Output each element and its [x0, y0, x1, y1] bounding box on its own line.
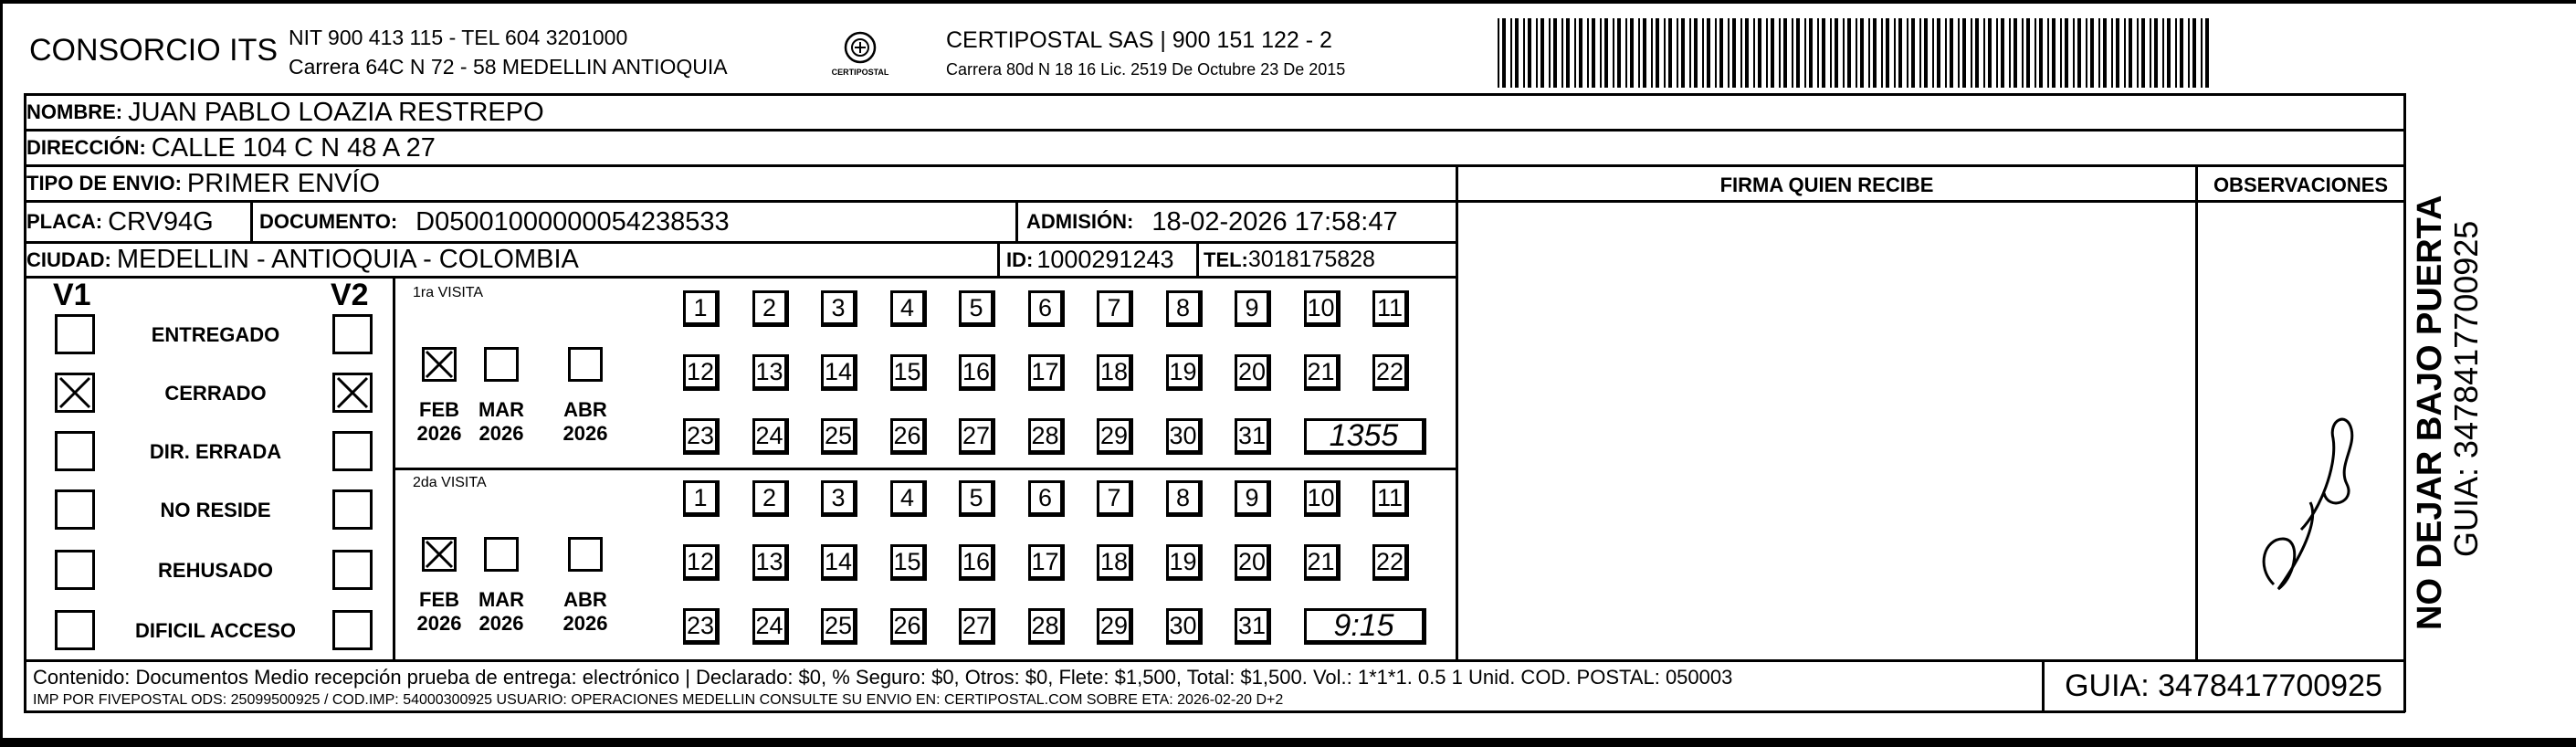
- time-box[interactable]: 9:15: [1304, 608, 1426, 645]
- day-box[interactable]: 24: [752, 608, 789, 645]
- barcode: [1498, 18, 2219, 91]
- day-box[interactable]: 4: [890, 480, 927, 517]
- day-box[interactable]: 14: [821, 354, 857, 391]
- day-box[interactable]: 14: [821, 544, 857, 581]
- placa-label: PLACA:: [26, 210, 103, 233]
- v1-checkbox[interactable]: [55, 373, 95, 413]
- day-box[interactable]: 17: [1028, 544, 1065, 581]
- day-box[interactable]: 16: [959, 354, 995, 391]
- month-year: 2026: [563, 422, 608, 445]
- day-box[interactable]: 27: [959, 418, 995, 455]
- month-label: [409, 588, 469, 636]
- nombre-label: NOMBRE:: [26, 100, 123, 123]
- day-box[interactable]: 22: [1372, 544, 1409, 581]
- nombre-value: JUAN PABLO LOAZIA RESTREPO: [128, 97, 544, 127]
- status-label: CERRADO: [164, 382, 267, 405]
- day-box[interactable]: 31: [1235, 418, 1271, 455]
- status-label: ENTREGADO: [151, 323, 280, 346]
- v2-checkbox[interactable]: [332, 373, 373, 413]
- month-checkbox[interactable]: [484, 347, 519, 382]
- day-box[interactable]: 28: [1028, 418, 1065, 455]
- day-box[interactable]: 22: [1372, 354, 1409, 391]
- v1-checkbox[interactable]: [55, 431, 95, 471]
- month-label: [471, 588, 531, 636]
- status-label: NO RESIDE: [160, 499, 271, 521]
- day-box[interactable]: 18: [1097, 544, 1133, 581]
- month-year: 2026: [478, 422, 524, 445]
- logo-text: CERTIPOSTAL: [831, 68, 889, 77]
- v2-checkbox[interactable]: [332, 314, 373, 354]
- visit-2-title: 2da VISITA: [413, 475, 487, 490]
- day-box[interactable]: 18: [1097, 354, 1133, 391]
- admision-label: ADMISIÓN:: [1026, 210, 1134, 233]
- month-label: [555, 588, 615, 636]
- status-label: DIR. ERRADA: [149, 440, 282, 463]
- day-box[interactable]: 8: [1166, 290, 1203, 327]
- day-box[interactable]: 31: [1235, 608, 1271, 645]
- id-label: ID:: [1006, 247, 1034, 271]
- month-year: 2026: [416, 422, 462, 445]
- month-name: FEB: [419, 588, 459, 611]
- day-box[interactable]: 12: [683, 354, 720, 391]
- day-box[interactable]: 20: [1235, 354, 1271, 391]
- day-box[interactable]: 27: [959, 608, 995, 645]
- documento-label: DOCUMENTO:: [259, 210, 398, 233]
- day-box[interactable]: 30: [1166, 418, 1203, 455]
- footer-guia: GUIA: 3478417700925: [2065, 668, 2382, 703]
- carrier-name: CERTIPOSTAL SAS | 900 151 122 - 2: [946, 27, 1332, 53]
- day-box[interactable]: 15: [890, 544, 927, 581]
- day-box[interactable]: 10: [1304, 290, 1341, 327]
- month-name: MAR: [478, 588, 525, 611]
- month-checkbox[interactable]: [568, 347, 603, 382]
- documento-value: D05001000000054238533: [415, 206, 730, 237]
- v2-checkbox[interactable]: [332, 550, 373, 590]
- footer-impresion: IMP POR FIVEPOSTAL ODS: 25099500925 / COD.IMP: 54000300925 USUARIO: OPERACIONES MEDELLIN CONSULTE SU ENVIO EN: CERTIPOSTAL.COM SOBRE ETA: 2026-02-20 D+2: [33, 692, 1284, 708]
- month-checkbox[interactable]: [422, 347, 457, 382]
- month-year: 2026: [416, 612, 462, 635]
- day-box[interactable]: 29: [1097, 608, 1133, 645]
- company-nit: NIT 900 413 115 - TEL 604 3201000: [289, 26, 628, 49]
- month-name: ABR: [563, 398, 607, 421]
- day-box[interactable]: 19: [1166, 544, 1203, 581]
- day-box[interactable]: 29: [1097, 418, 1133, 455]
- company-address: Carrera 64C N 72 - 58 MEDELLIN ANTIOQUIA: [289, 55, 728, 79]
- month-label: [555, 398, 615, 446]
- signature: [2246, 402, 2374, 612]
- day-box[interactable]: 4: [890, 290, 927, 327]
- tel-label: TEL:: [1204, 247, 1248, 271]
- day-box[interactable]: 13: [752, 544, 789, 581]
- side-guia: GUIA: 3478417700925: [2447, 220, 2485, 557]
- day-box[interactable]: 17: [1028, 354, 1065, 391]
- month-checkbox[interactable]: [484, 537, 519, 572]
- day-box[interactable]: 30: [1166, 608, 1203, 645]
- day-box[interactable]: 15: [890, 354, 927, 391]
- tipo-envio-value: PRIMER ENVÍO: [186, 168, 381, 198]
- day-box[interactable]: 2: [752, 480, 789, 517]
- day-box[interactable]: 1: [683, 290, 720, 327]
- day-box[interactable]: 9: [1235, 290, 1271, 327]
- ciudad-label: CIUDAD:: [26, 247, 111, 271]
- direccion-label: DIRECCIÓN:: [26, 136, 146, 159]
- id-value: 1000291243: [1036, 246, 1174, 273]
- day-box[interactable]: 24: [752, 418, 789, 455]
- v2-checkbox[interactable]: [332, 431, 373, 471]
- certipostal-logo: [815, 27, 906, 88]
- day-box[interactable]: 2: [752, 290, 789, 327]
- day-box[interactable]: 11: [1372, 290, 1409, 327]
- day-box[interactable]: 13: [752, 354, 789, 391]
- day-box[interactable]: 11: [1372, 480, 1409, 517]
- visit-1-title: 1ra VISITA: [413, 285, 484, 300]
- month-name: MAR: [478, 398, 525, 421]
- v1-label: V1: [53, 278, 91, 312]
- day-box[interactable]: 6: [1028, 290, 1065, 327]
- month-label: [409, 398, 469, 446]
- day-box[interactable]: 21: [1304, 354, 1341, 391]
- firma-header: FIRMA QUIEN RECIBE: [1719, 174, 1934, 196]
- month-year: 2026: [563, 612, 608, 635]
- status-label: REHUSADO: [158, 559, 273, 582]
- month-year: 2026: [478, 612, 524, 635]
- v1-checkbox[interactable]: [55, 489, 95, 530]
- status-label: DIFICIL ACCESO: [134, 619, 296, 642]
- month-checkbox[interactable]: [422, 537, 457, 572]
- day-box[interactable]: 3: [821, 290, 857, 327]
- day-box[interactable]: 6: [1028, 480, 1065, 517]
- v2-label: V2: [331, 278, 369, 312]
- day-box[interactable]: 26: [890, 418, 927, 455]
- carrier-address: Carrera 80d N 18 16 Lic. 2519 De Octubre 23 De 2015: [946, 60, 1346, 79]
- day-box[interactable]: 19: [1166, 354, 1203, 391]
- day-box[interactable]: 25: [821, 418, 857, 455]
- day-box[interactable]: 23: [683, 608, 720, 645]
- day-box[interactable]: 21: [1304, 544, 1341, 581]
- v2-checkbox[interactable]: [332, 489, 373, 530]
- day-box[interactable]: 9: [1235, 480, 1271, 517]
- placa-value: CRV94G: [108, 206, 214, 237]
- v1-checkbox[interactable]: [55, 314, 95, 354]
- day-box[interactable]: 28: [1028, 608, 1065, 645]
- day-box[interactable]: 16: [959, 544, 995, 581]
- day-box[interactable]: 8: [1166, 480, 1203, 517]
- v1-checkbox[interactable]: [55, 610, 95, 650]
- day-box[interactable]: 7: [1097, 290, 1133, 327]
- day-box[interactable]: 26: [890, 608, 927, 645]
- v2-checkbox[interactable]: [332, 610, 373, 650]
- footer-contenido: Contenido: Documentos Medio recepción prueba de entrega: electrónico | Declarado: $0, % Seguro: $0, Otros: $0, Flete: $1,500, Total: $1,500. Vol.: 1*1*1. 0.5 1 Unid. COD. POSTAL: 050003: [33, 666, 1733, 689]
- tel-value: 3018175828: [1247, 247, 1375, 272]
- day-box[interactable]: 1: [683, 480, 720, 517]
- day-box[interactable]: 5: [959, 290, 995, 327]
- ciudad-value: MEDELLIN - ANTIOQUIA - COLOMBIA: [116, 245, 579, 274]
- tipo-envio-label: TIPO DE ENVIO:: [26, 172, 182, 195]
- side-no-dejar: NO DEJAR BAJO PUERTA: [2411, 195, 2449, 630]
- observaciones-header: OBSERVACIONES: [2213, 174, 2389, 196]
- day-box[interactable]: 23: [683, 418, 720, 455]
- day-box[interactable]: 25: [821, 608, 857, 645]
- admision-value: 18-02-2026 17:58:47: [1151, 206, 1398, 237]
- v1-checkbox[interactable]: [55, 550, 95, 590]
- month-name: FEB: [419, 398, 459, 421]
- direccion-value: CALLE 104 C N 48 A 27: [151, 132, 436, 163]
- company-name: CONSORCIO ITS: [29, 33, 279, 68]
- day-box[interactable]: 12: [683, 544, 720, 581]
- month-label: [471, 398, 531, 446]
- day-box[interactable]: 3: [821, 480, 857, 517]
- day-box[interactable]: 7: [1097, 480, 1133, 517]
- day-box[interactable]: 5: [959, 480, 995, 517]
- day-box[interactable]: 20: [1235, 544, 1271, 581]
- month-name: ABR: [563, 588, 607, 611]
- time-box[interactable]: 1355: [1304, 418, 1426, 455]
- day-box[interactable]: 10: [1304, 480, 1341, 517]
- month-checkbox[interactable]: [568, 537, 603, 572]
